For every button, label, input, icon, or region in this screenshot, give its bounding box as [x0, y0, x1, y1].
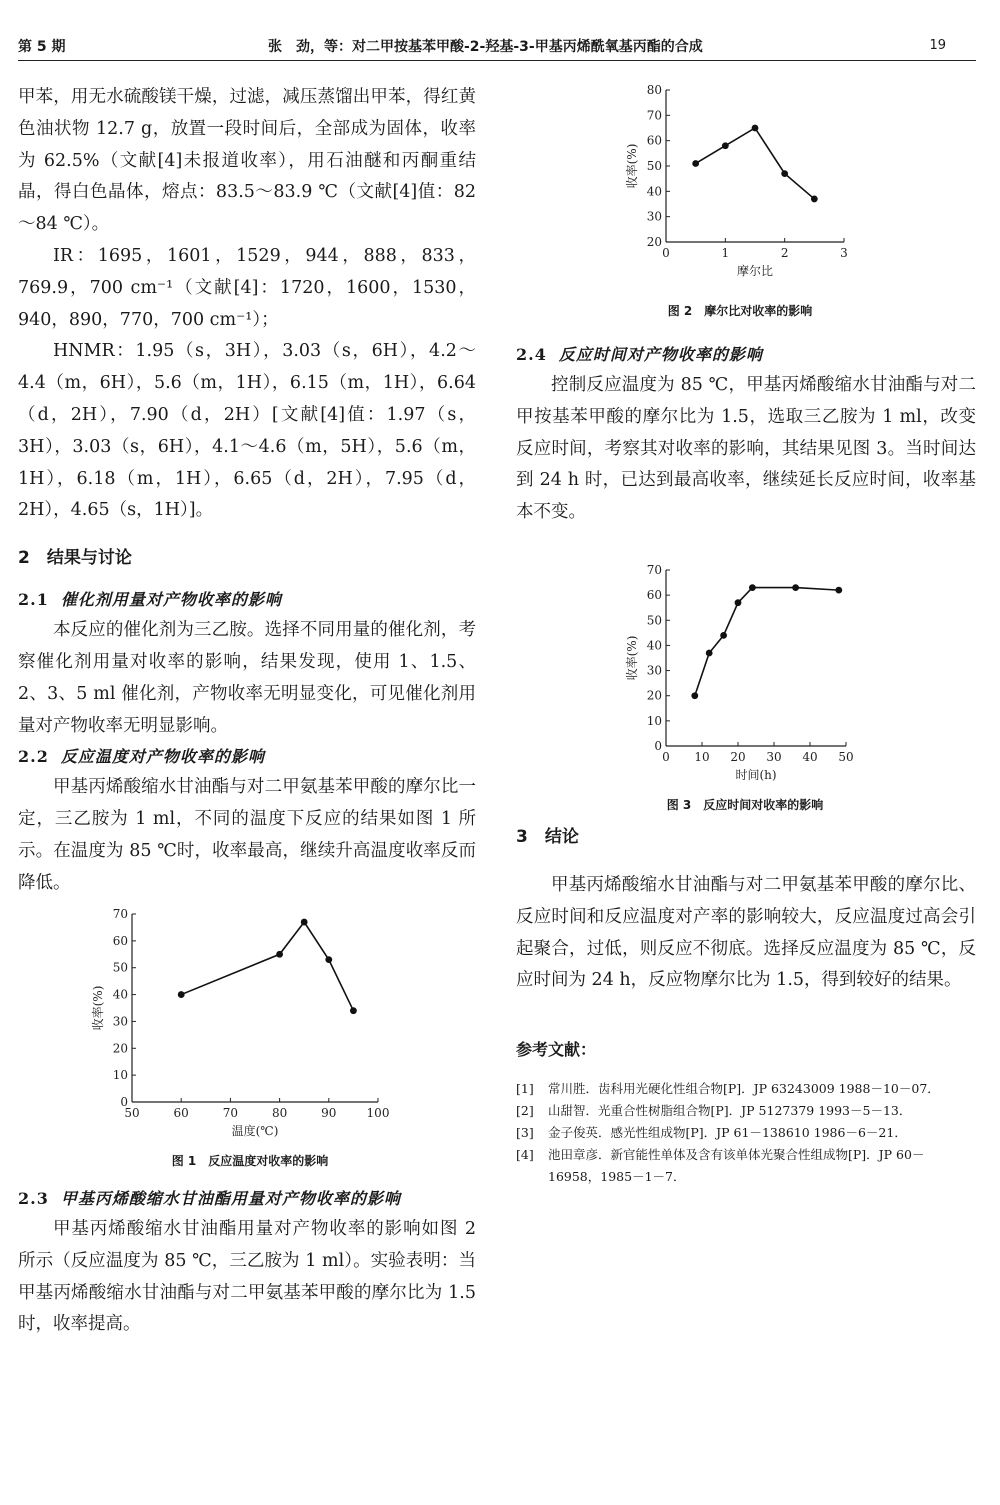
data-point — [325, 956, 332, 963]
data-point — [792, 584, 799, 591]
left-column — [18, 82, 476, 900]
references-title: 参考文献： — [516, 1040, 597, 1060]
x-tick-label: 0 — [662, 246, 670, 260]
y-tick-label: 20 — [112, 1041, 128, 1056]
running-header — [18, 34, 976, 61]
paragraph-hnmr: HNMR：1.95（s，3H），3.03（s，6H），4.2～4.4（m，6H），5.6（m，1H），6.15（m，1H），6.64（d，2H），7.90（d，2H）[文献[4]值：1.97（s，3H），3.03（s，6H），4.1～4.6（m，5H），5.6（m，1H），6.18（m，1H），6.65（d，2H），7.95（d，2H），4.65（s，1H）]。 — [18, 341, 476, 521]
data-point — [691, 692, 698, 699]
data-point — [735, 599, 742, 606]
reference-number: [2] — [516, 1103, 534, 1119]
data-point — [276, 951, 283, 958]
reference-item — [516, 1078, 976, 1100]
section-title: 结果与讨论 — [46, 548, 132, 569]
reference-item — [516, 1122, 976, 1144]
y-tick-label: 30 — [646, 663, 662, 678]
data-point — [749, 584, 756, 591]
reference-text: 常川胜．齿科用光硬化性组合物[P]．JP 63243009 1988－10－07． — [548, 1081, 940, 1097]
y-tick-label: 0 — [120, 1095, 128, 1109]
y-axis-label: 收率(%) — [625, 635, 639, 681]
reference-number: [1] — [516, 1081, 534, 1097]
subsection-number: 2.3 — [18, 1189, 49, 1208]
data-point — [350, 1007, 357, 1014]
data-point — [706, 650, 713, 657]
data-point — [835, 587, 842, 594]
figure-3-chart — [600, 556, 890, 792]
issue-number: 第 5 期 — [18, 39, 66, 55]
x-tick-label: 1 — [721, 246, 730, 260]
paragraph-time: 控制反应温度为 85 ℃，甲基丙烯酸缩水甘油酯与对二甲按基苯甲酸的摩尔比为 1.5，选取三乙胺为 1 ml，改变反应时间，考察其对收率的影响，其结果见图 3。当时间达到 24 h 时，已达到最高收率，继续延长反应时间，收率基本不变。 — [516, 375, 976, 523]
section-heading-results — [18, 543, 476, 573]
y-tick-label: 20 — [646, 688, 662, 703]
x-tick-label: 100 — [366, 1106, 390, 1120]
x-axis-label: 温度(℃) — [231, 1124, 279, 1138]
subsection-title: 催化剂用量对产物收率的影响 — [60, 590, 282, 610]
y-axis-label: 收率(%) — [91, 985, 105, 1031]
y-tick-label: 60 — [112, 933, 128, 948]
paragraph-ir: IR：1695，1601，1529，944，888，833，769.9，700 cm⁻¹（文献[4]：1720，1600，1530，940，890，770，700 cm⁻¹）； — [18, 245, 476, 330]
section-heading-conclusion — [516, 822, 976, 852]
section-number: 3 — [516, 827, 528, 847]
y-tick-label: 70 — [646, 563, 662, 577]
running-title: 张 劲，等：对二甲按基苯甲酸-2-羟基-3-甲基丙烯酰氧基丙酯的合成 — [268, 39, 703, 55]
x-tick-label: 30 — [766, 750, 782, 764]
data-point — [781, 170, 788, 177]
axes — [624, 83, 848, 278]
x-axis-label: 时间(h) — [735, 768, 777, 782]
figure-2-chart — [590, 76, 890, 298]
y-tick-label: 30 — [646, 209, 662, 224]
subsection-title: 反应温度对产物收率的影响 — [60, 747, 265, 767]
y-tick-label: 50 — [646, 159, 662, 173]
x-tick-label: 40 — [802, 750, 818, 764]
x-tick-label: 60 — [173, 1106, 189, 1120]
y-tick-label: 10 — [112, 1068, 128, 1083]
y-axis-label: 收率(%) — [625, 143, 639, 189]
reference-text: 池田章彦．新官能性单体及含有该单体光聚合性组成物[P]．JP 60－16958，1985－1－7． — [548, 1147, 925, 1185]
subsection-heading-2-3 — [18, 1184, 476, 1214]
y-tick-label: 40 — [112, 987, 128, 1002]
figure-2 — [590, 76, 890, 326]
axes — [90, 907, 389, 1138]
y-tick-label: 80 — [646, 83, 662, 97]
reference-item — [516, 1100, 976, 1122]
reference-text: 山甜智．光重合性树脂组合物[P]．JP 5127379 1993－5－13． — [548, 1103, 912, 1119]
paragraph-ratio: 甲基丙烯酸缩水甘油酯用量对产物收率的影响如图 2 所示（反应温度为 85 ℃，三乙胺为 1 ml）。实验表明：当甲基丙烯酸缩水甘油酯与对二甲氨基苯甲酸的摩尔比为 1.5 时，收率提高。 — [18, 1219, 476, 1335]
reference-text: 金子俊英．感光性组成物[P]．JP 61－138610 1986－6－21． — [548, 1125, 907, 1141]
data-point — [720, 632, 727, 639]
page-number: 19 — [929, 38, 946, 53]
paragraph-temperature: 甲基丙烯酸缩水甘油酯与对二甲氨基苯甲酸的摩尔比一定，三乙胺为 1 ml，不同的温度下反应的结果如图 1 所示。在温度为 85 ℃时，收率最高，继续升高温度收率反而降低。 — [18, 777, 476, 893]
reference-number: [3] — [516, 1125, 534, 1141]
y-tick-label: 70 — [646, 108, 662, 123]
figure-2-caption: 图 2 摩尔比对收率的影响 — [667, 304, 813, 318]
x-tick-label: 80 — [271, 1106, 288, 1120]
series-line — [696, 128, 815, 199]
x-tick-label: 50 — [838, 750, 854, 764]
y-tick-label: 60 — [646, 133, 662, 148]
figure-3-caption: 图 3 反应时间对收率的影响 — [666, 798, 824, 812]
figure-3 — [600, 556, 890, 818]
subsection-heading-2-2 — [18, 742, 476, 772]
data-point — [692, 160, 699, 167]
x-tick-label: 10 — [694, 750, 710, 764]
x-tick-label: 50 — [124, 1106, 140, 1120]
x-tick-label: 90 — [321, 1106, 337, 1120]
data-point — [722, 142, 729, 149]
subsection-number: 2.1 — [18, 590, 49, 610]
reference-list — [516, 1078, 976, 1188]
y-tick-label: 30 — [112, 1014, 128, 1029]
paragraph-catalyst: 本反应的催化剂为三乙胺。选择不同用量的催化剂，考察催化剂用量对收率的影响，结果发现，使用 1、1.5、2、3、5 ml 催化剂，产物收率无明显变化，可见催化剂用量对产物收率无明显影响。 — [18, 620, 476, 736]
right-column-lower — [516, 822, 976, 1188]
subsection-number: 2.4 — [516, 345, 547, 364]
figure-1-chart — [80, 898, 420, 1148]
subsection-number: 2.2 — [18, 747, 49, 767]
right-column — [516, 340, 976, 529]
y-tick-label: 40 — [646, 184, 662, 199]
axes — [624, 563, 854, 782]
y-tick-label: 20 — [646, 235, 662, 249]
subsection-title: 反应时间对产物收率的影响 — [558, 345, 763, 364]
y-tick-label: 50 — [112, 960, 128, 975]
section-title: 结论 — [544, 827, 579, 847]
figure-1 — [80, 898, 420, 1178]
figure-1-caption: 图 1 反应温度对收率的影响 — [171, 1154, 329, 1168]
y-tick-label: 10 — [646, 713, 662, 728]
x-tick-label: 2 — [780, 246, 789, 260]
y-tick-label: 40 — [646, 638, 662, 653]
x-tick-label: 3 — [840, 246, 848, 260]
reference-item — [516, 1144, 976, 1188]
paragraph-conclusion: 甲基丙烯酸缩水甘油酯与对二甲氨基苯甲酸的摩尔比、反应时间和反应温度对产率的影响较大，反应温度过高会引起聚合，过低，则反应不彻底。选择反应温度为 85 ℃，反应时间为 24 h，反应物摩尔比为 1.5，得到较好的结果。 — [516, 875, 976, 991]
subsection-heading-2-1 — [18, 585, 476, 615]
data-point — [811, 196, 818, 203]
data-point — [178, 991, 185, 998]
x-tick-label: 20 — [730, 750, 746, 764]
data-point — [301, 919, 308, 926]
y-tick-label: 0 — [654, 739, 662, 753]
x-axis-label: 摩尔比 — [736, 264, 774, 278]
left-column-lower — [18, 1184, 476, 1341]
section-number: 2 — [18, 548, 30, 569]
references — [516, 1037, 976, 1188]
y-tick-label: 70 — [112, 907, 128, 921]
x-tick-label: 70 — [222, 1106, 239, 1120]
paragraph-yield: 甲苯，用无水硫酸镁干燥，过滤，减压蒸馏出甲苯，得红黄色油状物 12.7 g，放置一段时间后，全部成为固体，收率为 62.5%（文献[4]未报道收率），用石油醚和丙酮重结晶，得白色晶体，熔点：83.5～83.9 ℃（文献[4]值：82～84 ℃）。 — [18, 87, 476, 235]
x-tick-label: 0 — [662, 750, 670, 764]
subsection-heading-2-4 — [516, 340, 976, 370]
series-line — [695, 588, 839, 696]
y-tick-label: 50 — [646, 613, 662, 628]
y-tick-label: 60 — [646, 588, 662, 603]
series-line — [181, 922, 353, 1011]
data-point — [752, 125, 759, 132]
reference-number: [4] — [516, 1147, 534, 1163]
subsection-title: 甲基丙烯酸缩水甘油酯用量对产物收率的影响 — [60, 1189, 401, 1208]
